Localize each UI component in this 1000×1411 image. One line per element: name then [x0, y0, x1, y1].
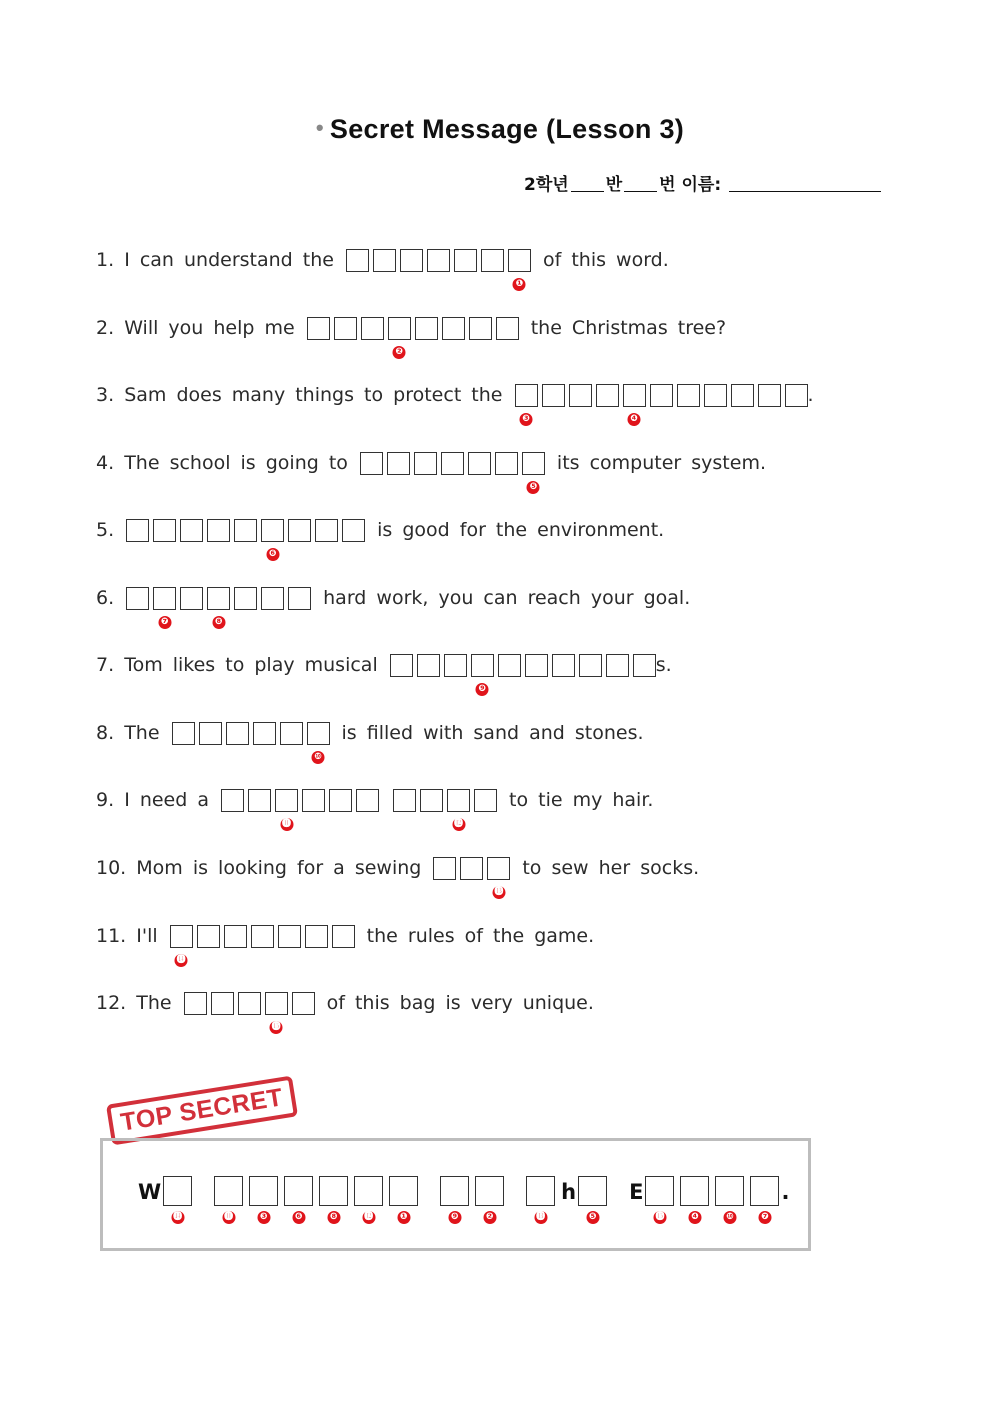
letter-box[interactable]	[508, 249, 531, 289]
question-8	[96, 720, 644, 762]
letter-box[interactable]	[596, 384, 619, 407]
letter-box[interactable]	[373, 249, 396, 272]
letter-box[interactable]	[305, 925, 328, 948]
letter-box[interactable]	[221, 789, 244, 812]
answer-boxes[interactable]	[307, 317, 519, 357]
letter-box[interactable]	[342, 519, 365, 542]
clue-number: ❹	[688, 1211, 701, 1224]
clue-number: ❼	[758, 1211, 771, 1224]
letter-box[interactable]	[515, 384, 538, 424]
letter-box[interactable]	[393, 789, 416, 812]
letter-box[interactable]	[606, 654, 629, 677]
letter-box[interactable]	[207, 587, 230, 627]
clue-number-10: ❿	[312, 751, 325, 764]
letter-box[interactable]	[170, 925, 193, 965]
letter-box[interactable]	[677, 384, 700, 407]
question-6	[96, 585, 691, 627]
answer-boxes[interactable]	[126, 587, 311, 627]
letter-box[interactable]	[758, 384, 781, 407]
secret-letter-box[interactable]	[214, 1176, 243, 1222]
question-2	[96, 315, 727, 357]
letter-box[interactable]	[400, 249, 423, 272]
given-letter-h: h	[561, 1180, 577, 1204]
letter-box[interactable]	[275, 789, 298, 829]
letter-box[interactable]	[315, 519, 338, 542]
letter-box[interactable]	[184, 992, 207, 1015]
number-label: 번	[659, 175, 676, 195]
question-number: 10.	[96, 857, 127, 879]
clue-number: ❻	[292, 1211, 305, 1224]
secret-letter-box[interactable]	[526, 1176, 555, 1222]
question-text-after: the Christmas tree?	[530, 317, 727, 339]
question-text-after: to tie my hair.	[509, 789, 654, 811]
name-label: 이름:	[681, 175, 722, 195]
clue-number-6: ❻	[266, 548, 279, 561]
letter-box[interactable]	[180, 519, 203, 542]
question-number: 3.	[96, 384, 115, 406]
question-5	[96, 517, 665, 559]
question-text-before: Mom is looking for a sewing	[136, 857, 422, 879]
clue-number-11: ⓫	[281, 818, 291, 829]
top-secret-stamp: TOP SECRET	[106, 1076, 298, 1146]
letter-box[interactable]	[197, 925, 220, 948]
question-text-after: s.	[655, 654, 672, 676]
title-bullet: •	[315, 115, 324, 140]
question-text-after: is filled with sand and stones.	[341, 722, 644, 744]
letter-box[interactable]	[468, 452, 491, 475]
letter-box[interactable]	[633, 654, 656, 677]
letter-box[interactable]	[265, 992, 288, 1032]
letter-box[interactable]	[126, 587, 149, 610]
letter-box[interactable]	[441, 452, 464, 475]
clue-number: ❺	[586, 1211, 599, 1224]
letter-box[interactable]	[253, 722, 276, 745]
letter-box[interactable]	[704, 384, 727, 407]
letter-box[interactable]	[569, 384, 592, 407]
secret-letter-box[interactable]	[389, 1176, 418, 1222]
question-number: 2.	[96, 317, 115, 339]
question-3	[96, 382, 814, 424]
clue-number-9: ❾	[476, 683, 489, 696]
letter-box[interactable]	[226, 722, 249, 745]
clue-number-5: ❺	[527, 481, 540, 494]
letter-box[interactable]	[126, 519, 149, 542]
clue-number-7: ❼	[158, 616, 171, 629]
clue-number: ❸	[257, 1211, 270, 1224]
clue-number: ❷	[483, 1211, 496, 1224]
letter-box[interactable]	[442, 317, 465, 340]
answer-boxes[interactable]	[221, 789, 497, 829]
letter-box[interactable]	[579, 654, 602, 677]
question-number: 1.	[96, 249, 115, 271]
given-letter-e: E	[629, 1180, 644, 1204]
question-text-after: of this bag is very unique.	[326, 992, 594, 1014]
answer-boxes[interactable]	[172, 722, 330, 762]
letter-box[interactable]	[460, 857, 483, 880]
secret-letter-box[interactable]	[354, 1176, 383, 1222]
clue-number-3: ❸	[520, 413, 533, 426]
question-text-before: Will you help me	[124, 317, 295, 339]
answer-boxes[interactable]	[433, 857, 510, 897]
letter-box[interactable]	[525, 654, 548, 677]
grade-label: 2학년	[524, 175, 569, 195]
clue-number: ❿	[723, 1211, 736, 1224]
question-text-before: Tom likes to play musical	[124, 654, 378, 676]
question-number: 6.	[96, 587, 115, 609]
letter-box[interactable]	[454, 249, 477, 272]
letter-box[interactable]	[234, 587, 257, 610]
letter-box[interactable]	[496, 317, 519, 340]
letter-box[interactable]	[332, 925, 355, 948]
letter-box[interactable]	[280, 722, 303, 745]
letter-box[interactable]	[153, 587, 176, 627]
letter-box[interactable]	[224, 925, 247, 948]
class-blank[interactable]	[571, 173, 604, 192]
letter-box[interactable]	[180, 587, 203, 610]
letter-box[interactable]	[415, 317, 438, 340]
letter-box[interactable]	[414, 452, 437, 475]
letter-box[interactable]	[495, 452, 518, 475]
question-11	[96, 923, 595, 965]
question-text-after: the rules of the game.	[366, 925, 595, 947]
question-12	[96, 990, 594, 1032]
letter-box[interactable]	[251, 925, 274, 948]
secret-letter-box[interactable]	[715, 1176, 744, 1222]
given-letter-w: W	[138, 1180, 162, 1204]
period: .	[781, 1180, 790, 1204]
letter-box[interactable]	[238, 992, 261, 1015]
question-4	[96, 450, 766, 492]
question-text-before: I need a	[124, 789, 209, 811]
letter-box[interactable]	[334, 317, 357, 340]
letter-box[interactable]	[390, 654, 413, 677]
secret-letter-box[interactable]	[475, 1176, 504, 1222]
question-text-after: is good for the environment.	[377, 519, 665, 541]
clue-number: ❶	[397, 1211, 410, 1224]
letter-box[interactable]	[211, 992, 234, 1015]
secret-letter-box[interactable]	[578, 1176, 607, 1222]
letter-box[interactable]	[248, 789, 271, 812]
letter-box[interactable]	[487, 857, 510, 897]
letter-box[interactable]	[356, 789, 379, 812]
letter-box[interactable]	[261, 587, 284, 610]
letter-box[interactable]	[288, 519, 311, 542]
letter-box[interactable]	[731, 384, 754, 407]
question-9	[96, 787, 654, 829]
question-number: 11.	[96, 925, 127, 947]
letter-box[interactable]	[199, 722, 222, 745]
worksheet-title	[0, 114, 1000, 145]
clue-number-14: ⓮	[176, 954, 186, 965]
question-text-after: hard work, you can reach your goal.	[323, 587, 691, 609]
question-number: 9.	[96, 789, 115, 811]
letter-box	[471, 654, 494, 694]
secret-letter-box[interactable]	[645, 1176, 674, 1222]
word-gap	[383, 789, 393, 812]
question-number: 5.	[96, 519, 115, 541]
letter-box[interactable]	[498, 654, 521, 677]
question-7	[96, 652, 672, 694]
question-number: 4.	[96, 452, 115, 474]
question-number: 7.	[96, 654, 115, 676]
letter-box[interactable]	[153, 519, 176, 542]
question-text-before: I can understand the	[124, 249, 334, 271]
question-10	[96, 855, 700, 897]
letter-box[interactable]	[307, 317, 330, 340]
question-text-before: The	[124, 722, 160, 744]
clue-number: ⓫	[224, 1212, 234, 1222]
clue-number-12: ⓬	[453, 818, 463, 829]
letter-box[interactable]	[278, 925, 301, 948]
letter-box[interactable]	[522, 452, 545, 492]
clue-number-1: ❶	[513, 278, 526, 291]
letter-box[interactable]	[785, 384, 808, 407]
letter-box[interactable]	[542, 384, 565, 407]
student-info-line	[524, 170, 881, 195]
letter-box[interactable]	[427, 249, 450, 272]
secret-message-frame	[100, 1138, 811, 1251]
secret-letter-box[interactable]	[163, 1176, 192, 1222]
secret-letter-box[interactable]	[750, 1176, 779, 1222]
letter-box[interactable]	[552, 654, 575, 677]
letter-box[interactable]	[433, 857, 456, 880]
letter-box[interactable]	[172, 722, 195, 745]
answer-boxes[interactable]	[515, 384, 808, 424]
clue-number-8: ❽	[212, 616, 225, 629]
clue-number-13: ⓭	[494, 886, 504, 897]
letter-box[interactable]	[417, 654, 440, 677]
letter-box[interactable]	[292, 992, 315, 1015]
question-text-after: its computer system.	[556, 452, 766, 474]
question-text-before: Sam does many things to protect the	[124, 384, 503, 406]
question-text-before: I'll	[136, 925, 158, 947]
answer-boxes[interactable]	[126, 519, 365, 559]
letter-box[interactable]	[474, 789, 497, 812]
letter-box[interactable]	[307, 722, 330, 762]
answer-boxes[interactable]	[170, 925, 355, 965]
clue-number: ⓮	[173, 1212, 183, 1222]
answer-boxes[interactable]	[184, 992, 315, 1032]
question-text-before: The	[136, 992, 172, 1014]
letter-box[interactable]	[469, 317, 492, 340]
letter-box[interactable]	[234, 519, 257, 542]
clue-number-2: ❷	[393, 346, 406, 359]
letter-box[interactable]	[288, 587, 311, 610]
clue-number-4: ❹	[628, 413, 641, 426]
answer-boxes[interactable]	[346, 249, 531, 289]
secret-letter-box[interactable]	[319, 1176, 348, 1222]
question-text-before: The school is going to	[124, 452, 348, 474]
letter-box[interactable]	[361, 317, 384, 340]
question-text-after: .	[807, 384, 814, 406]
title-text: Secret Message (Lesson 3)	[329, 114, 685, 144]
clue-number: ⓯	[655, 1212, 665, 1222]
letter-box[interactable]	[481, 249, 504, 272]
letter-box[interactable]	[207, 519, 230, 542]
clue-number: ❽	[327, 1211, 340, 1224]
question-number: 12.	[96, 992, 127, 1014]
letter-box[interactable]	[329, 789, 352, 812]
clue-number-15: ⓯	[271, 1021, 281, 1032]
letter-box[interactable]	[447, 789, 470, 829]
letter-box[interactable]	[623, 384, 646, 424]
question-text-after: of this word.	[542, 249, 669, 271]
clue-number: ⓭	[536, 1212, 546, 1222]
letter-box[interactable]	[360, 452, 383, 475]
clue-number: ⓬	[364, 1212, 374, 1222]
answer-boxes[interactable]	[390, 654, 656, 694]
question-number: 8.	[96, 722, 115, 744]
secret-letter-box[interactable]	[440, 1176, 469, 1222]
class-label: 반	[605, 175, 623, 195]
clue-number: ❾	[448, 1211, 461, 1224]
letter-box[interactable]	[387, 452, 410, 475]
answer-boxes[interactable]	[360, 452, 545, 492]
secret-letter-box[interactable]	[284, 1176, 313, 1222]
letter-box[interactable]	[302, 789, 325, 812]
secret-letter-box[interactable]	[680, 1176, 709, 1222]
question-text-after: to sew her socks.	[522, 857, 700, 879]
number-blank[interactable]	[624, 173, 657, 192]
letter-box[interactable]	[650, 384, 673, 407]
secret-letter-box[interactable]	[249, 1176, 278, 1222]
letter-box[interactable]	[261, 519, 284, 559]
letter-box[interactable]	[346, 249, 369, 272]
secret-message-row	[138, 1176, 791, 1222]
question-1	[96, 247, 669, 289]
letter-box[interactable]	[444, 654, 467, 677]
name-blank[interactable]	[729, 173, 881, 192]
letter-box[interactable]	[388, 317, 411, 357]
letter-box[interactable]	[420, 789, 443, 812]
